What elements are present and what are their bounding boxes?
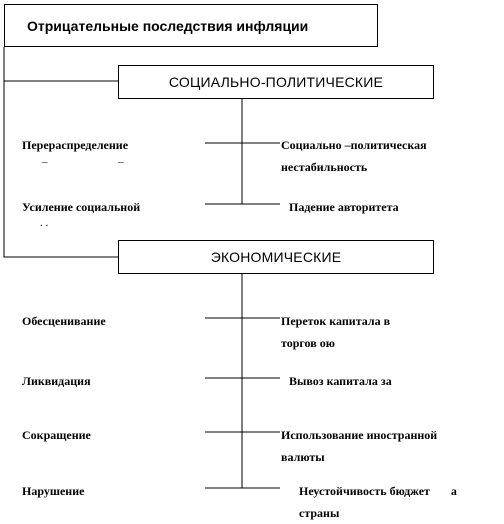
economic-right-item: Переток капитала в торгов ою bbox=[281, 314, 391, 350]
economic-right-item: Использование иностранной валюты bbox=[281, 428, 438, 464]
text-fragment: . . bbox=[40, 217, 49, 229]
social-left-item: Перераспределение bbox=[22, 138, 129, 152]
text-fragment: – bbox=[118, 156, 124, 168]
social-left-item: Усиление социальной bbox=[22, 200, 141, 214]
social-right-item: Падение авторитета bbox=[289, 200, 399, 214]
economic-right-item: Вывоз капитала за bbox=[289, 374, 392, 388]
left-bracket-line-lower bbox=[4, 81, 118, 257]
economic-left-item: Сокращение bbox=[22, 428, 91, 442]
economic-right-item: Неустойчивость бюджет а страны bbox=[299, 484, 460, 520]
text-fragment: – bbox=[42, 156, 48, 168]
economic-heading: ЭКОНОМИЧЕСКИЕ bbox=[118, 240, 434, 274]
economic-left-item: Обесценивание bbox=[22, 314, 106, 328]
social-right-item: Социально –политическая нестабильность bbox=[281, 138, 427, 174]
social-political-heading: СОЦИАЛЬНО-ПОЛИТИЧЕСКИЕ bbox=[118, 65, 434, 99]
left-bracket-line bbox=[4, 47, 118, 81]
economic-left-item: Нарушение bbox=[22, 484, 85, 498]
diagram-title: Отрицательные последствия инфляции bbox=[4, 4, 378, 47]
economic-left-item: Ликвидация bbox=[22, 374, 91, 388]
